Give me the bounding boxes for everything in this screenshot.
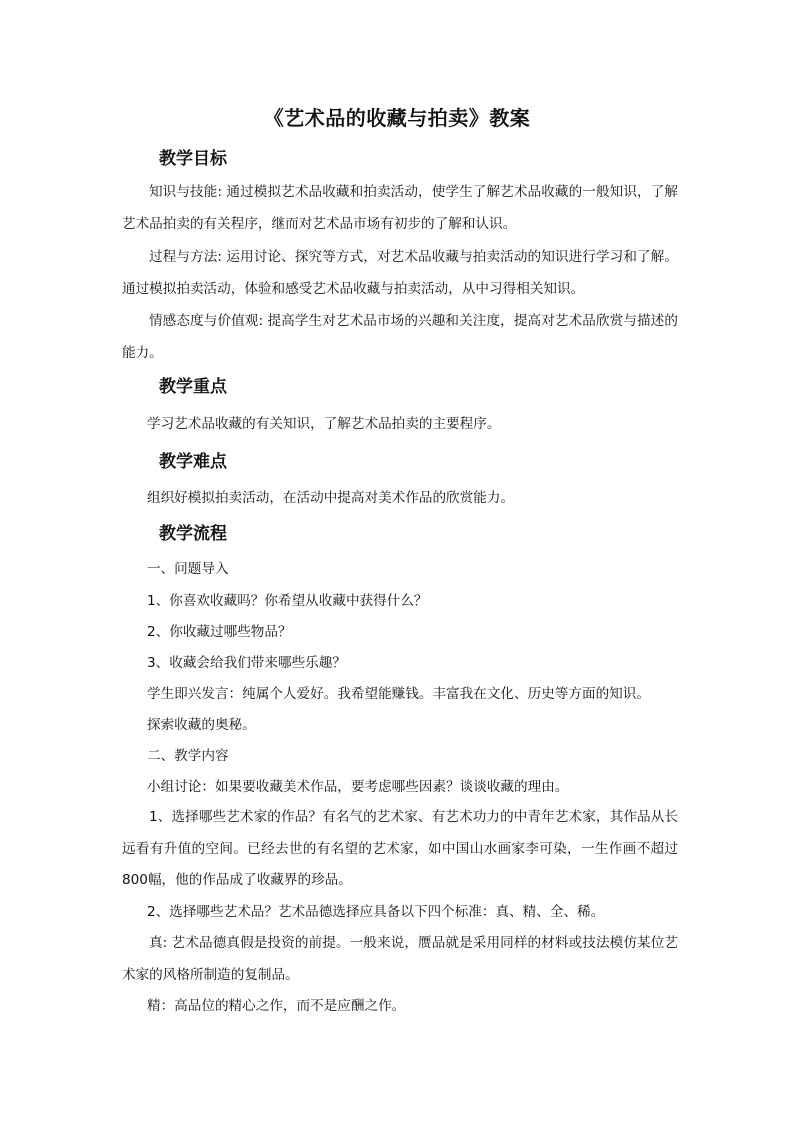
process-item-content: 二、教学内容 xyxy=(147,748,229,764)
heading-keypoints: 教学重点 xyxy=(159,377,227,397)
heading-process: 教学流程 xyxy=(159,524,227,544)
difficulties-text: 组织好模拟拍卖活动，在活动中提高对美术作品的欣赏能力。 xyxy=(147,490,515,506)
keypoints-text: 学习艺术品收藏的有关知识，了解艺术品拍卖的主要程序。 xyxy=(147,416,501,432)
process-explore: 探索收藏的奥秘。 xyxy=(147,717,256,733)
objectives-paragraph-knowledge: 知识与技能: 通过模拟艺术品收藏和拍卖活动，使学生了解艺术品收藏的一般知识，了解艺术品拍卖的有关程序，继而对艺术品市场有初步的了解和认识。 xyxy=(122,184,678,232)
process-question-1: 1、你喜欢收藏吗？你希望从收藏中获得什么？ xyxy=(147,593,428,609)
process-student-answers: 学生即兴发言：纯属个人爱好。我希望能赚钱。丰富我在文化、历史等方面的知识。 xyxy=(147,686,650,702)
process-group-discussion: 小组讨论：如果要收藏美术作品，要考虑哪些因素？谈谈收藏的理由。 xyxy=(147,779,569,795)
document-title: 《艺术品的收藏与拍卖》教案 xyxy=(263,106,531,130)
heading-difficulties: 教学难点 xyxy=(159,452,227,472)
process-item-intro: 一、问题导入 xyxy=(147,561,229,577)
process-paragraph-artists: 1、选择哪些艺术家的作品？有名气的艺术家、有艺术功力的中青年艺术家，其作品从长远看有升值的空间。已经去世的有名望的艺术家，如中国山水画家李可染，一生作画不超过800幅，他的作品成了收藏界的珍品。 xyxy=(122,809,678,888)
process-paragraph-artworks: 2、选择哪些艺术品？艺术品德选择应具备以下四个标准：真、精、全、稀。 xyxy=(147,904,605,920)
process-question-3: 3、收藏会给我们带来哪些乐趣？ xyxy=(147,655,346,671)
process-paragraph-fine: 精：高品位的精心之作，而不是应酬之作。 xyxy=(147,998,406,1014)
objectives-paragraph-attitude: 情感态度与价值观: 提高学生对艺术品市场的兴趣和关注度，提高对艺术品欣赏与描述的能力。 xyxy=(122,313,678,361)
heading-objectives: 教学目标 xyxy=(159,149,227,169)
objectives-paragraph-process: 过程与方法: 运用讨论、探究等方式，对艺术品收藏与拍卖活动的知识进行学习和了解。通过模拟拍卖活动，体验和感受艺术品收藏与拍卖活动，从中习得相关知识。 xyxy=(122,249,678,297)
process-paragraph-authentic: 真: 艺术品德真假是投资的前提。一般来说，赝品就是采用同样的材料或技法模仿某位艺术家的风格所制造的复制品。 xyxy=(122,935,678,983)
process-question-2: 2、你收藏过哪些物品？ xyxy=(147,624,292,640)
